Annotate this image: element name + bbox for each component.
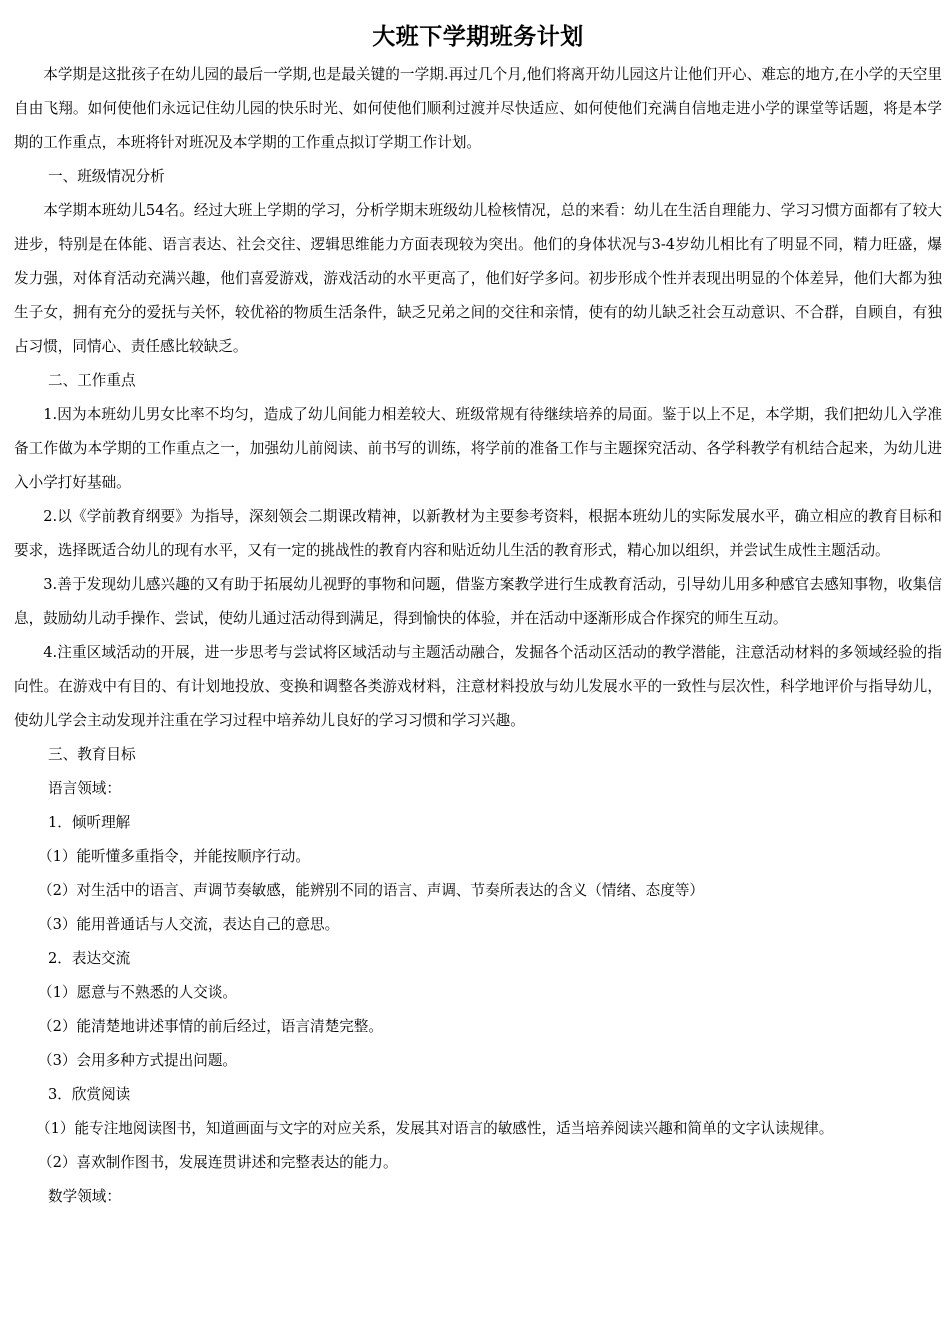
listening-item-3: （3）能用普通话与人交流，表达自己的意思。 (38, 916, 340, 933)
section-heading-education-goals: 三、教育目标 (48, 746, 136, 763)
reading-item-2: （2）喜欢制作图书，发展连贯讲述和完整表达的能力。 (38, 1154, 398, 1171)
section-heading-work-focus: 二、工作重点 (48, 372, 136, 389)
subheading-listening: 1．倾听理解 (48, 814, 131, 831)
work-focus-item-2: 2.以《学前教育纲要》为指导，深刻领会二期课改精神，以新教材为主要参考资料，根据本班幼儿的实际发展水平，确立相应的教育目标和要求，选择既适合幼儿的现有水平，又有一定的挑战性的教育内容和贴近幼儿生活的教育形式，精心加以组织，并尝试生成性主题活动。 (14, 508, 942, 559)
intro-paragraph: 本学期是这批孩子在幼儿园的最后一学期,也是最关键的一学期.再过几个月,他们将离开幼儿园这片让他们开心、难忘的地方,在小学的天空里自由飞翔。如何使他们永远记住幼儿园的快乐时光、如何使他们顺利过渡并尽快适应、如何使他们充满自信地走进小学的课堂等话题，将是本学期的工作重点，本班将针对班况及本学期的工作重点拟订学期工作计划。 (14, 66, 942, 151)
document-title: 大班下学期班务计划 (372, 24, 584, 50)
expression-item-3: （3）会用多种方式提出问题。 (38, 1052, 238, 1069)
expression-item-2: （2）能清楚地讲述事情的前后经过，语言清楚完整。 (38, 1018, 383, 1035)
class-analysis-paragraph: 本学期本班幼儿54名。经过大班上学期的学习，分析学期末班级幼儿检核情况，总的来看：幼儿在生活自理能力、学习习惯方面都有了较大进步，特别是在体能、语言表达、社会交往、逻辑思维能力方面表现较为突出。他们的身体状况与3-4岁幼儿相比有了明显不同，精力旺盛，爆发力强，对体育活动充满兴趣，他们喜爱游戏，游戏活动的水平更高了，他们好学多问。初步形成个性并表现出明显的个体差异，他们大都为独生子女，拥有充分的爱抚与关怀，较优裕的物质生活条件，缺乏兄弟之间的交往和亲情，使有的幼儿缺乏社会互动意识、不合群，自顾自，有独占习惯，同情心、责任感比较缺乏。 (14, 202, 942, 355)
listening-item-2: （2）对生活中的语言、声调节奏敏感，能辨别不同的语言、声调、节奏所表达的含义（情绪、态度等） (38, 882, 705, 899)
reading-item-1: （1）能专注地阅读图书，知道画面与文字的对应关系，发展其对语言的敏感性，适当培养阅读兴趣和简单的文字认读规律。 (36, 1120, 834, 1137)
expression-item-1: （1）愿意与不熟悉的人交谈。 (38, 984, 238, 1001)
work-focus-item-1: 1.因为本班幼儿男女比率不均匀，造成了幼儿间能力相差较大、班级常规有待继续培养的局面。鉴于以上不足，本学期，我们把幼儿入学准备工作做为本学期的工作重点之一，加强幼儿前阅读、前书写的训练，将学前的准备工作与主题探究活动、各学科教学有机结合起来，为幼儿进入小学打好基础。 (14, 406, 942, 491)
subheading-reading: 3．欣赏阅读 (48, 1086, 131, 1103)
work-focus-item-3: 3.善于发现幼儿感兴趣的又有助于拓展幼儿视野的事物和问题，借鉴方案教学进行生成教育活动，引导幼儿用多种感官去感知事物，收集信息，鼓励幼儿动手操作、尝试，使幼儿通过活动得到满足，得到愉快的体验，并在活动中逐渐形成合作探究的师生互动。 (14, 576, 942, 627)
math-domain-label: 数学领域： (48, 1188, 121, 1205)
section-heading-class-analysis: 一、班级情况分析 (48, 168, 165, 185)
subheading-expression: 2．表达交流 (48, 950, 131, 967)
document-page (14, 18, 942, 1214)
work-focus-item-4: 4.注重区域活动的开展，进一步思考与尝试将区域活动与主题活动融合，发掘各个活动区活动的教学潜能，注意活动材料的多领域经验的指向性。在游戏中有目的、有计划地投放、变换和调整各类游戏材料，注意材料投放与幼儿发展水平的一致性与层次性，科学地评价与指导幼儿，使幼儿学会主动发现并注重在学习过程中培养幼儿良好的学习习惯和学习兴趣。 (14, 644, 942, 729)
listening-item-1: （1）能听懂多重指令，并能按顺序行动。 (38, 848, 310, 865)
language-domain-label: 语言领域： (48, 780, 121, 797)
